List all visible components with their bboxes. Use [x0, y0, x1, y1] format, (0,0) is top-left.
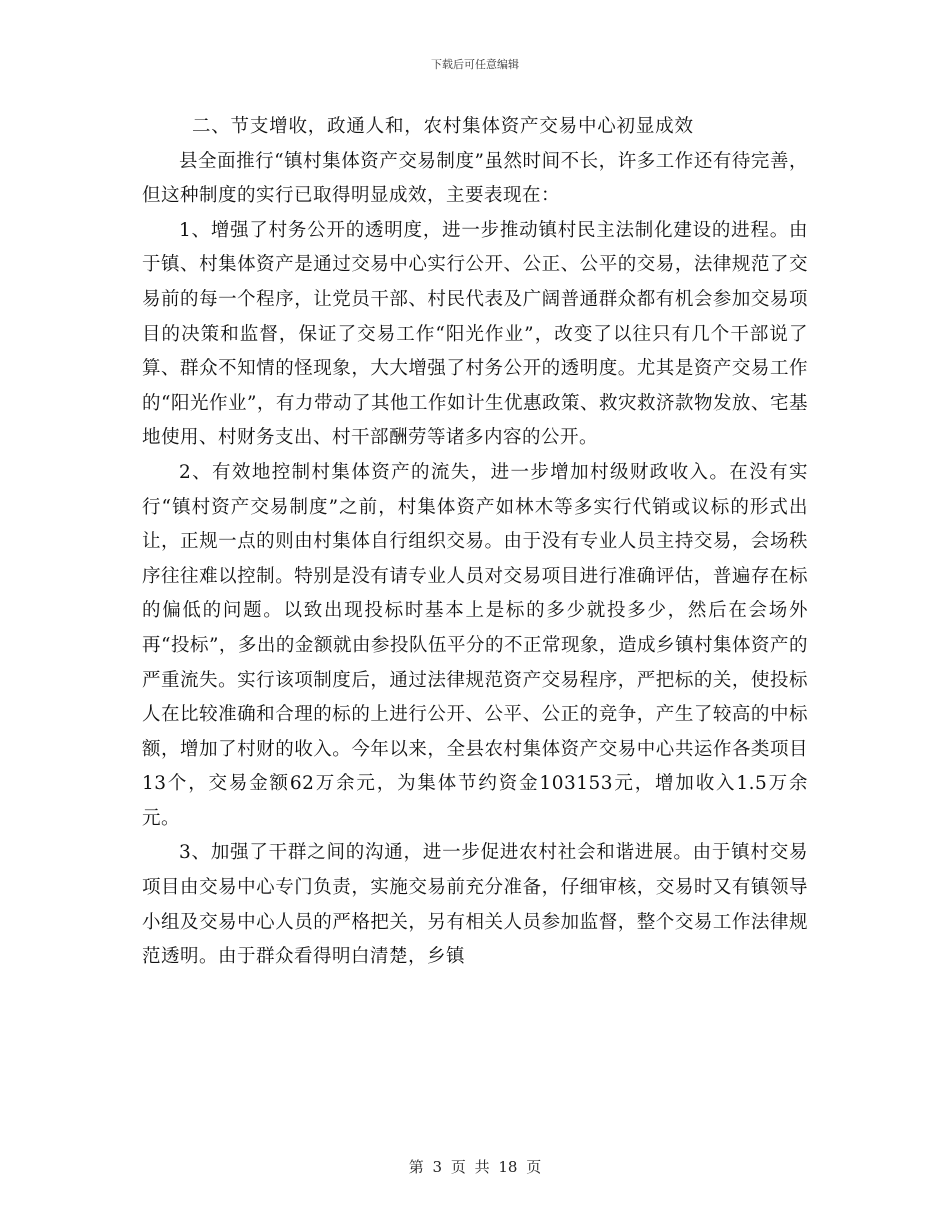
page-footer: 第 3 页 共 18 页 [408, 1158, 542, 1176]
document-body [142, 110, 808, 975]
paragraph-intro: 县全面推行“镇村集体资产交易制度”虽然时间不长，许多工作还有待完善，但这种制度的实行已取得明显成效，主要表现在： [142, 150, 808, 207]
paragraph-3: 3、加强了干群之间的沟通，进一步促进农村社会和谐进展。由于镇村交易项目由交易中心专门负责，实施交易前充分准备，仔细审核，交易时又有镇领导小组及交易中心人员的严格把关，另有相关人员参加监督，整个交易工作法律规范透明。由于群众看得明白清楚，乡镇 [142, 842, 808, 968]
section-heading: 二、节支增收，政通人和，农村集体资产交易中心初显成效 [191, 116, 694, 137]
page-header: 下载后可任意编辑 [431, 58, 519, 71]
paragraph-2: 2、有效地控制村集体资产的流失，进一步增加村级财政收入。在没有实行“镇村资产交易制度”之前，村集体资产如林木等多实行代销或议标的形式出让，正规一点的则由村集体自行组织交易。由于没有专业人员主持交易，会场秩序往往难以控制。特别是没有请专业人员对交易项目进行准确评估，普遍存在标的偏低的问题。以致出现投标时基本上是标的多少就投多少，然后在会场外再“投标”，多出的金额就由参投队伍平分的不正常现象，造成乡镇村集体资产的严重流失。实行该项制度后，通过法律规范资产交易程序，严把标的关，使投标人在比较准确和合理的标的上进行公开、公平、公正的竞争，产生了较高的中标额，增加了村财的收入。今年以来，全县农村集体资产交易中心共运作各类项目13个，交易金额62万余元，为集体节约资金103153元，增加收入1.5万余元。 [142, 461, 808, 829]
paragraph-1: 1、增强了村务公开的透明度，进一步推动镇村民主法制化建设的进程。由于镇、村集体资产是通过交易中心实行公开、公正、公平的交易，法律规范了交易前的每一个程序，让党员干部、村民代表及广阔普通群众都有机会参加交易项目的决策和监督，保证了交易工作“阳光作业”，改变了以往只有几个干部说了算、群众不知情的怪现象，大大增强了村务公开的透明度。尤其是资产交易工作的“阳光作业”，有力带动了其他工作如计生优惠政策、救灾救济款物发放、宅基地使用、村财务支出、村干部酬劳等诸多内容的公开。 [142, 219, 808, 449]
